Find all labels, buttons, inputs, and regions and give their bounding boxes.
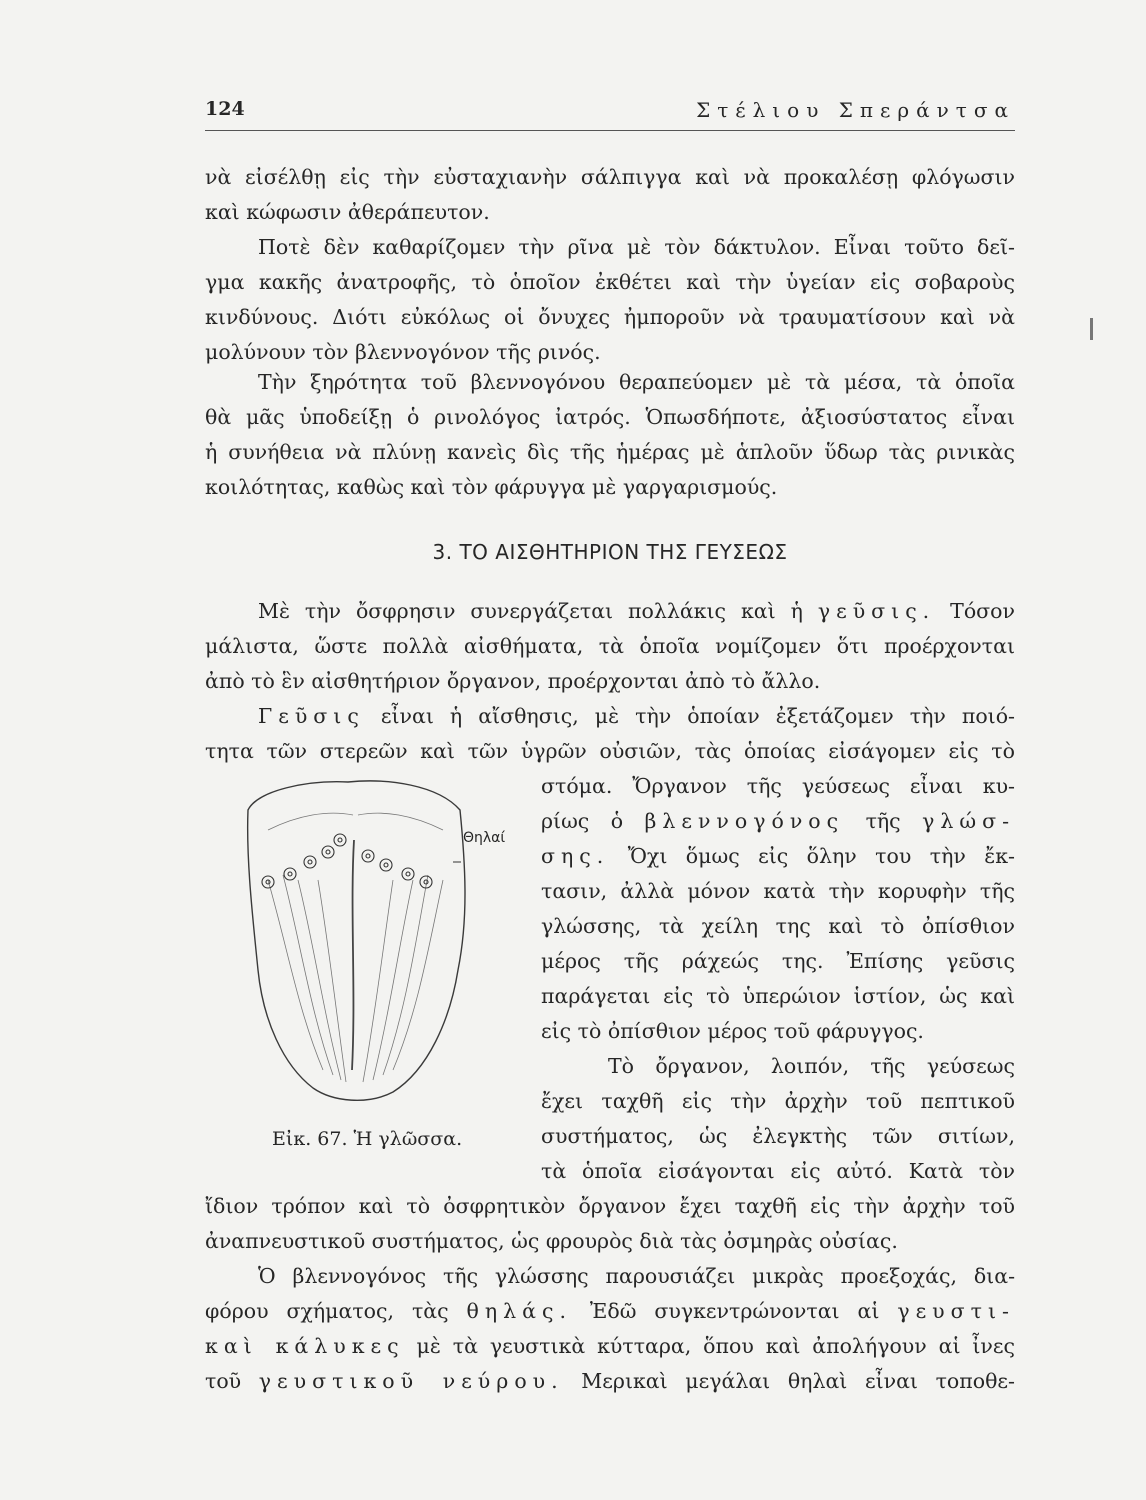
spaced-term: θηλάς. (466, 1299, 572, 1323)
margin-mark (1090, 318, 1093, 340)
spaced-term: γλώσ- (922, 809, 1015, 833)
tongue-shading (268, 813, 443, 1082)
text-line (541, 806, 1015, 836)
tongue-outline (248, 781, 465, 1100)
text-line: Τὸ ὄργανον, λοιπόν, τῆς γεύσεως (608, 1054, 1015, 1078)
text-line: ἴδιον τρόπον καὶ τὸ ὀσφρητικὸν ὄργανον ἔχει ταχθῆ εἰς τὴν ἀρχὴν τοῦ (205, 1194, 1015, 1218)
spaced-term: γεῦσις. (817, 599, 936, 623)
spaced-term: καὶ κάλυκες (205, 1334, 405, 1358)
text-line: στόμα. Ὄργανον τῆς γεύσεως εἶναι κυ- (541, 774, 1015, 798)
text-line: θὰ μᾶς ὑποδείξῃ ὁ ρινολόγος ἰατρός. Ὁπωσδήποτε, ἀξιοσύστατος εἶναι (205, 405, 1015, 429)
text-run: ρίως ὁ (541, 809, 624, 833)
text-line: κοιλότητας, καθὼς καὶ τὸν φάρυγγα μὲ γαργαρισμούς. (205, 475, 778, 499)
tongue-figure (228, 770, 528, 1135)
text-line (205, 1366, 1015, 1396)
text-line: ἀπὸ τὸ ἓν αἰσθητήριον ὄργανον, προέρχονται ἀπὸ τὸ ἄλλο. (205, 669, 821, 693)
text-line: νὰ εἰσέλθῃ εἰς τὴν εὐσταχιανὴν σάλπιγγα καὶ νὰ προκαλέσῃ φλόγωσιν (205, 165, 1015, 189)
text-line (205, 1331, 1015, 1361)
text-line: ἡ συνήθεια νὰ πλύνῃ κανεὶς δὶς τῆς ἡμέρας μὲ ἁπλοῦν ὕδωρ τὰς ρινικὰς (205, 440, 1015, 464)
text-run: εἶναι ἡ αἴσθησις, μὲ τὴν ὁποίαν ἐξετάζομεν τὴν ποιό- (380, 704, 1015, 728)
text-line: ἀναπνευστικοῦ συστήματος, ὡς φρουρὸς διὰ τὰς ὀσμηρὰς οὐσίας. (205, 1229, 898, 1253)
text-line: τητα τῶν στερεῶν καὶ τῶν ὑγρῶν οὐσιῶν, τὰς ὁποίας εἰσάγομεν εἰς τὸ (205, 739, 1015, 763)
text-run: μὲ τὰ γευστικὰ κύτταρα, ὅπου καὶ ἀπολήγουν αἱ ἶνες (416, 1334, 1015, 1358)
text-line: Ὁ βλεννογόνος τῆς γλώσσης παρουσιάζει μικρὰς προεξοχάς, δια- (258, 1264, 1015, 1288)
page-header (205, 96, 1015, 131)
spaced-term: Γεῦσις (258, 704, 365, 728)
text-line: ἔχει ταχθῆ εἰς τὴν ἀρχὴν τοῦ πεπτικοῦ (541, 1089, 1015, 1113)
text-line: μάλιστα, ὥστε πολλὰ αἰσθήματα, τὰ ὁποῖα νομίζομεν ὅτι προέρχονται (205, 634, 1015, 658)
figure-caption: Εἰκ. 67. Ἡ γλῶσσα. (272, 1128, 463, 1150)
text-line: παράγεται εἰς τὸ ὑπερώιον ἱστίον, ὡς καὶ (541, 984, 1015, 1008)
text-line: τασιν, ἀλλὰ μόνον κατὰ τὴν κορυφὴν τῆς (541, 879, 1015, 903)
text-line (541, 841, 1015, 871)
text-line: κινδύνους. Διότι εὐκόλως οἱ ὄνυχες ἠμποροῦν νὰ τραυματίσουν καὶ νὰ (205, 305, 1015, 329)
text-line: εἰς τὸ ὀπίσθιον μέρος τοῦ φάρυγγος. (541, 1019, 924, 1043)
text-run: Ἐδῶ συγκεντρώνονται αἱ (589, 1299, 880, 1323)
text-run: Μερικαὶ μεγάλαι θηλαὶ εἶναι τοποθε- (581, 1369, 1015, 1393)
spaced-term: σης. (541, 844, 610, 868)
text-line: Τὴν ξηρότητα τοῦ βλεννογόνου θεραπεύομεν μὲ τὰ μέσα, τὰ ὁποῖα (258, 370, 1015, 394)
spaced-term: γευστι- (897, 1299, 1015, 1323)
text-line: Ποτὲ δὲν καθαρίζομεν τὴν ρῖνα μὲ τὸν δάκτυλον. Εἶναι τοῦτο δεῖ- (258, 235, 1015, 259)
spaced-term: βλεννογόνος (644, 809, 845, 833)
median-groove (352, 840, 354, 1070)
text-line: γλώσσης, τὰ χείλη της καὶ τὸ ὀπίσθιον (541, 914, 1015, 938)
text-run: Ὄχι ὅμως εἰς ὅλην του τὴν ἔκ- (627, 844, 1015, 868)
text-line: γμα κακῆς ἀνατροφῆς, τὸ ὁποῖον ἐκθέτει καὶ τὴν ὑγείαν εἰς σοβαροὺς (205, 270, 1015, 294)
text-run: τοῦ (205, 1369, 242, 1393)
text-line: τὰ ὁποῖα εἰσάγονται εἰς αὐτό. Κατὰ τὸν (541, 1159, 1015, 1183)
text-line (258, 596, 1015, 626)
tongue-illustration (228, 770, 528, 1115)
papillae (262, 834, 432, 888)
text-line: μέρος τῆς ράχεώς της. Ἐπίσης γεῦσις (541, 949, 1015, 973)
section-title: 3. ΤΟ ΑΙΣΘΗΤΗΡΙΟΝ ΤΗΣ ΓΕΥΣΕΩΣ (432, 540, 788, 564)
text-run: Τόσον (950, 599, 1015, 623)
text-line: μολύνουν τὸν βλεννογόνον τῆς ρινός. (205, 340, 601, 364)
text-run: Μὲ τὴν ὄσφρησιν συνεργάζεται πολλάκις καὶ ἡ (258, 599, 803, 623)
text-line: συστήματος, ὡς ἐλεγκτὴς τῶν σιτίων, (541, 1124, 1015, 1148)
page-number: 124 (205, 98, 245, 120)
text-line (205, 1296, 1015, 1326)
text-run: τῆς (865, 809, 901, 833)
text-run: φόρου σχήματος, τὰς (205, 1299, 449, 1323)
figure-label-papillae: Θηλαί (463, 830, 506, 846)
spaced-term: γευστικοῦ νεύρου. (258, 1369, 564, 1393)
running-head: Στέλιου Σπεράντσα (696, 98, 1015, 122)
text-line: καὶ κώφωσιν ἀθεράπευτον. (205, 200, 490, 224)
text-line (258, 701, 1015, 731)
